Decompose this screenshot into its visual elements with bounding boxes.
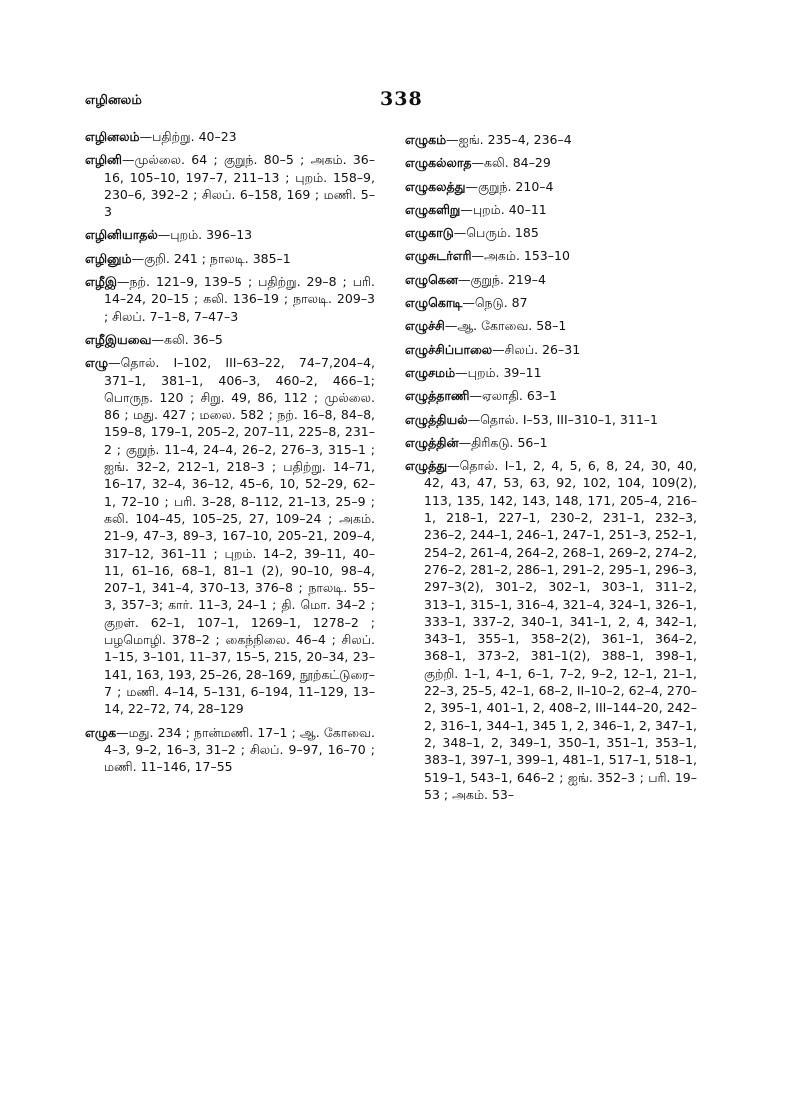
entry-references: —குறுந். 219–4 <box>457 271 546 287</box>
entry-references: —புறம். 40–11 <box>460 201 547 217</box>
entry-references: —திரிகடு. 56–1 <box>458 434 548 450</box>
entry-references: —முல்லை. 64 ; குறுந். 80–5 ; அகம். 36–16, 105–10, 197–7, 211–13 ; புறம். 158–9, 230–6, 392–2 ; சிலப். 6–158, 169 ; மணி. 5–3 <box>104 152 375 220</box>
entry-headword: எழுசமம் <box>405 364 456 380</box>
index-entry <box>405 154 697 171</box>
index-entry <box>85 151 375 220</box>
entry-headword: எழுகல்லாத <box>405 155 472 171</box>
right-column <box>405 131 697 809</box>
entry-headword: எழீஇயவை <box>85 331 152 347</box>
entry-references: —பெரும். 185 <box>453 225 539 241</box>
entry-headword: எழுகளிறு <box>405 201 461 217</box>
index-entry <box>405 387 697 404</box>
index-entry <box>405 294 697 311</box>
index-entry <box>405 364 697 381</box>
entry-headword: எழுகென <box>405 271 458 287</box>
entry-headword: எழுச்சி <box>405 318 445 334</box>
entry-references: —நெடு. 87 <box>462 295 528 311</box>
entry-headword: எழுகொடி <box>405 295 463 311</box>
index-entry <box>85 273 375 325</box>
entry-references: —தொல். I–1, 2, 4, 5, 6, 8, 24, 30, 40, 42, 43, 47, 53, 63, 92, 102, 104, 109(2), 113, 135, 142, 143, 148, 171, 205–4, 216–1, 218–1, 227–1, 230–2, 231–1, 232–3, 236–2, 244–1, 246–1, 247–1, 251–3, 252–1, 254–2, 261–4, 264–2, 268–1, 269–2, 274–2, 276–2, 281–2, 286–1, 291–2, 295–1, 296–3, 297–3(2), 301–2, 302–1, 303–1, 311–2, 313–1, 315–1, 316–4, 321–4, 324–1, 326–1, 333–1, 337–2, 340–1, 341–1, 2, 4, 342–1, 343–1, 355–1, 358–2(2), 361–1, 364–2, 368–1, 373–2, 381–1(2), 388–1, 398–1, குற்றி. 1–1, 4–1, 6–1, 7–2, 9–2, 12–1, 21–1, 22–3, 25–5, 42–1, 68–2, II–10–2, 62–4, 270–2, 395–1, 401–1, 2, 408–2, III–144–20, 242–2, 316–1, 344–1, 345 1, 2, 346–1, 2, 347–1, 2, 348–1, 2, 349–1, 350–1, 351–1, 353–1, 383–1, 397–1, 399–1, 481–1, 517–1, 518–1, 519–1, 543–1, 646–2 ; ஐங். 352–3 ; பரி. 19–53 ; அகம். 53– <box>424 458 697 802</box>
entry-references: —நற். 121–9, 139–5 ; பதிற்று. 29–8 ; பரி. 14–24, 20–15 ; கலி. 136–19 ; நாலடி. 209–3 ; சிலப். 7–1–8, 7–47–3 <box>104 274 375 324</box>
entry-references: —தொல். I–102, III–63–22, 74–7,204–4, 371–1, 381–1, 406–3, 460–2, 466–1; பொருந. 120 ; சிறு. 49, 86, 112 ; முல்லை. 86 ; மது. 427 ; மலை. 582 ; நற். 16–8, 84–8, 159–8, 179–1, 205–2, 207–11, 225–8, 231–2 ; குறுந். 11–4, 24–4, 26–2, 276–3, 315–1 ; ஐங். 32–2, 212–1, 218–3 ; பதிற்று. 14–71, 16–17, 32–4, 36–12, 45–6, 10, 52–29, 62–1, 72–10 ; பரி. 3–28, 8–112, 21–13, 25–9 ; கலி. 104–45, 105–25, 27, 109–24 ; அகம். 21–9, 47–3, 89–3, 167–10, 205–21, 209–4, 317–12, 361–11 ; புறம். 14–2, 39–11, 40–11, 61–16, 68–1, 81–1 (2), 90–10, 98–4, 207–1, 341–4, 370–13, 376–8 ; நாலடி. 55–3, 357–3; கார். 11–3, 24–1 ; தி. மொ. 34–2 ; குறள். 62–1, 107–1, 1269–1, 1278–2 ; பழமொழி. 378–2 ; கைந்நிலை. 46–4 ; சிலப். 1–15, 3–101, 11–37, 15–5, 215, 20–34, 23–141, 163, 193, 25–26, 28–169, நூற்கட்டுரை–7 ; மணி. 4–14, 5–131, 6–194, 11–129, 13–14, 22–72, 74, 28–129 <box>104 355 375 717</box>
index-entry <box>85 250 375 267</box>
entry-headword: எழினும் <box>85 250 132 266</box>
entry-references: —சிலப். 26–31 <box>492 341 581 357</box>
entry-references: —ஐங். 235–4, 236–4 <box>446 132 572 147</box>
entry-references: —புறம். 396–13 <box>157 227 253 243</box>
entry-references: —ஆ. கோவை. 58–1 <box>444 318 567 334</box>
entry-headword: எழுத்தாணி <box>405 388 470 404</box>
index-entry <box>85 724 375 776</box>
entry-references: —கலி. 84–29 <box>471 155 551 171</box>
page-number: 338 <box>380 88 423 110</box>
index-entry <box>85 226 375 243</box>
entry-references: —தொல். I–53, III–310–1, 311–1 <box>467 411 658 427</box>
entry-headword: எழினி <box>85 152 123 168</box>
entry-headword: எழுகாடு <box>405 225 454 241</box>
entry-headword: எழுகலத்து <box>405 178 466 194</box>
entry-headword: எழுச்சிப்பாலை <box>405 341 493 357</box>
entry-headword: எழுகம் <box>405 132 447 147</box>
index-entry <box>405 178 697 195</box>
entry-headword: எழு <box>85 355 109 371</box>
entry-references: —பதிற்று. 40–23 <box>139 129 237 144</box>
index-entry <box>405 457 697 803</box>
entry-references: —கலி. 36–5 <box>151 331 223 347</box>
entry-headword: எழினியாதல் <box>85 227 158 243</box>
index-entry <box>405 247 697 264</box>
index-entry <box>85 128 375 145</box>
entry-headword: எழுத்தின் <box>405 434 459 450</box>
index-entry <box>85 354 375 717</box>
entry-references: —அகம். 153–10 <box>471 248 570 264</box>
entry-references: —மது. 234 ; நான்மணி. 17–1 ; ஆ. கோவை. 4–3, 9–2, 16–3, 31–2 ; சிலப். 9–97, 16–70 ; மணி. 11–146, 17–55 <box>104 724 375 775</box>
index-entry <box>405 341 697 358</box>
left-column <box>85 128 375 781</box>
index-entry <box>85 331 375 348</box>
entry-headword: எழுக <box>85 724 117 740</box>
entry-references: —புறம். 39–11 <box>455 364 542 380</box>
entry-references: —குறி. 241 ; நாலடி. 385–1 <box>131 250 291 266</box>
entry-headword: எழினலம் <box>85 129 140 144</box>
index-entry <box>405 434 697 451</box>
index-entry <box>405 201 697 218</box>
entry-headword: எழுத்தியல் <box>405 411 468 427</box>
entry-headword: எழுத்து <box>405 458 448 474</box>
index-entry <box>405 317 697 334</box>
entry-references: —குறுந். 210–4 <box>465 178 554 194</box>
entry-references: —ஏலாதி. 63–1 <box>469 388 557 404</box>
entry-headword: எழீஇ <box>85 274 118 290</box>
running-head: எழினலம் <box>85 93 142 108</box>
index-entry <box>405 411 697 428</box>
entry-headword: எழுசுடர்எரி <box>405 248 472 264</box>
index-entry <box>405 224 697 241</box>
index-entry <box>405 131 697 148</box>
index-entry <box>405 271 697 288</box>
